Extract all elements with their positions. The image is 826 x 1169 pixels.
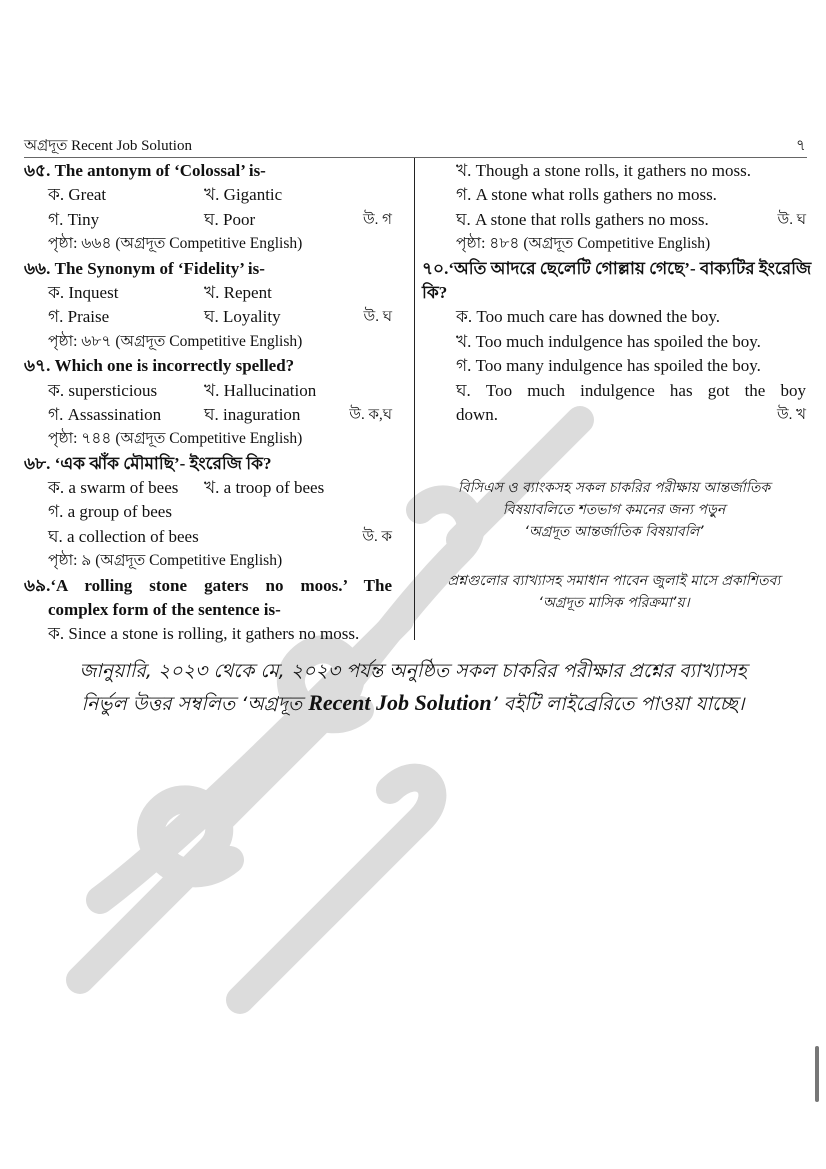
page-reference: পৃষ্ঠা: ৯ (অগ্রদূত Competitive English) <box>48 552 283 570</box>
page-reference: পৃষ্ঠা: ৭৪৪ (অগ্রদূত Competitive English) <box>48 430 303 448</box>
option-row <box>24 476 392 500</box>
option-row <box>24 281 392 305</box>
page-reference: পৃষ্ঠা: ৪৮৪ (অগ্রদূত Competitive English) <box>456 235 711 253</box>
banner-line-2-post: ’ বইটি লাইব্রেরিতে পাওয়া যাচ্ছে। <box>491 693 745 715</box>
scrollbar-thumb[interactable] <box>815 1046 819 1102</box>
column-divider <box>414 158 415 640</box>
option-row <box>24 183 392 207</box>
notice-line: ‘অগ্রদূত আন্তর্জাতিক বিষয়াবলি’ <box>524 524 704 540</box>
page-reference: পৃষ্ঠা: ৬৮৭ (অগ্রদূত Competitive English) <box>48 332 303 350</box>
banner-line-2-pre: নির্ভুল উত্তর সম্বলিত ‘অগ্রদূত <box>81 693 309 715</box>
option-text: ক. Too much care has downed the boy. <box>456 307 721 327</box>
question-number: ৬৭. <box>24 356 51 376</box>
question-text: ‘অতি আদরে ছেলেটি গোল্লায় গেছে’- বাক্যটির ইংরেজি <box>448 258 812 278</box>
option-text: খ. Though a stone rolls, it gathers no moss. <box>456 161 751 180</box>
option-row <box>24 379 392 403</box>
option-a: ক. supersticious <box>48 380 158 400</box>
option-line <box>422 305 806 329</box>
question-number: ৭০. <box>422 258 449 278</box>
option-line <box>422 403 806 427</box>
option-line <box>24 525 392 549</box>
option-a: গ. Praise <box>48 307 110 327</box>
option-b: খ. Hallucination <box>204 380 317 400</box>
option-line: ঘ. Too much indulgence has got the boy <box>456 380 806 400</box>
question-line-continued: কি? <box>422 282 448 302</box>
question-text: The antonym of ‘Colossal’ is- <box>50 161 266 180</box>
question-text: Which one is incorrectly spelled? <box>50 356 295 376</box>
question-number: ৬৮. <box>24 453 51 473</box>
option-line <box>422 354 806 378</box>
banner-book-title: Recent Job Solution <box>308 690 492 715</box>
option-text: ক. Since a stone is rolling, it gathers no moss. <box>48 624 360 644</box>
option-b: খ. a troop of bees <box>204 478 325 498</box>
question-text: ‘A rolling stone gaters no moos.’ The <box>50 575 392 595</box>
option-text: ঘ. a collection of bees <box>48 526 199 546</box>
left-column <box>24 159 392 647</box>
question-number: ৬৫. <box>24 161 51 180</box>
advertisement-notice-monthly <box>422 570 806 614</box>
header-title: অগ্রদূত Recent Job Solution <box>24 138 192 154</box>
answer-key: উ. ক,ঘ <box>349 406 392 423</box>
option-text: গ. A stone what rolls gathers no moss. <box>456 185 717 205</box>
option-text: গ. a group of bees <box>48 502 172 522</box>
option-text: গ. Too many indulgence has spoiled the boy. <box>456 356 761 376</box>
option-line <box>422 183 806 207</box>
option-a: ক. Great <box>48 185 107 205</box>
option-b: ঘ. inaguration <box>204 404 301 424</box>
advertisement-notice-international-affairs <box>422 477 806 543</box>
question-line <box>24 354 392 378</box>
notice-line: প্রশ্নগুলোর ব্যাখ্যাসহ সমাধান পাবেন জুলাই মাসে প্রকাশিতব্য <box>447 573 781 589</box>
banner-line-1: জানুয়ারি, ২০২৩ থেকে মে, ২০২৩ পর্যন্ত অনুষ্ঠিত সকল চাকরির পরীক্ষার প্রশ্নের ব্যাখ্যাসহ <box>79 660 747 682</box>
option-row <box>24 305 392 329</box>
question-number: ৬৯. <box>24 575 51 595</box>
question-line <box>24 574 392 598</box>
question-line <box>422 257 812 281</box>
notice-line: বিসিএস ও ব্যাংকসহ সকল চাকরির পরীক্ষায় আন্তর্জাতিক <box>457 480 771 496</box>
question-line <box>24 159 392 183</box>
question-line <box>24 257 392 281</box>
option-line <box>24 622 392 646</box>
right-column <box>422 159 812 427</box>
option-b: খ. Gigantic <box>204 185 283 205</box>
option-line <box>24 500 392 524</box>
question-line <box>24 452 392 476</box>
option-b: ঘ. Poor <box>204 209 256 229</box>
answer-key: উ. ঘ <box>777 211 806 228</box>
option-b: খ. Repent <box>204 282 272 302</box>
option-text: ঘ. A stone that rolls gathers no moss. <box>456 209 709 229</box>
option-a: ক. Inquest <box>48 282 119 302</box>
option-row <box>24 403 392 427</box>
option-text: down. <box>456 404 499 424</box>
page-number: ৭ <box>796 138 806 154</box>
header-divider <box>24 157 807 158</box>
question-number: ৬৬. <box>24 258 51 278</box>
option-b: ঘ. Loyality <box>204 307 281 327</box>
option-a: গ. Assassination <box>48 404 162 424</box>
answer-key: উ. ঘ <box>363 309 392 326</box>
option-a: ক. a swarm of bees <box>48 478 179 498</box>
page-reference: পৃষ্ঠা: ৬৬৪ (অগ্রদূত Competitive English) <box>48 235 303 253</box>
banner-line-2 <box>30 687 796 720</box>
answer-key: উ. খ <box>776 406 806 423</box>
option-row <box>24 208 392 232</box>
option-text: খ. Too much indulgence has spoiled the boy. <box>456 331 761 351</box>
question-text: ‘এক ঝাঁক মৌমাছি’- ইংরেজি কি? <box>50 453 272 473</box>
option-line <box>422 208 806 232</box>
option-line <box>422 330 806 354</box>
option-line <box>422 159 806 183</box>
question-line-continued: complex form of the sentence is- <box>48 600 281 620</box>
option-a: গ. Tiny <box>48 209 100 229</box>
notice-line: ‘অগ্রদূত মাসিক পরিক্রমা’য়। <box>538 595 690 611</box>
answer-key: উ. গ <box>362 211 392 228</box>
notice-line: বিষয়াবলিতে শতভাগ কমনের জন্য পড়ুন <box>502 502 726 518</box>
answer-key: উ. ক <box>362 528 392 545</box>
question-text: The Synonym of ‘Fidelity’ is- <box>50 258 265 278</box>
